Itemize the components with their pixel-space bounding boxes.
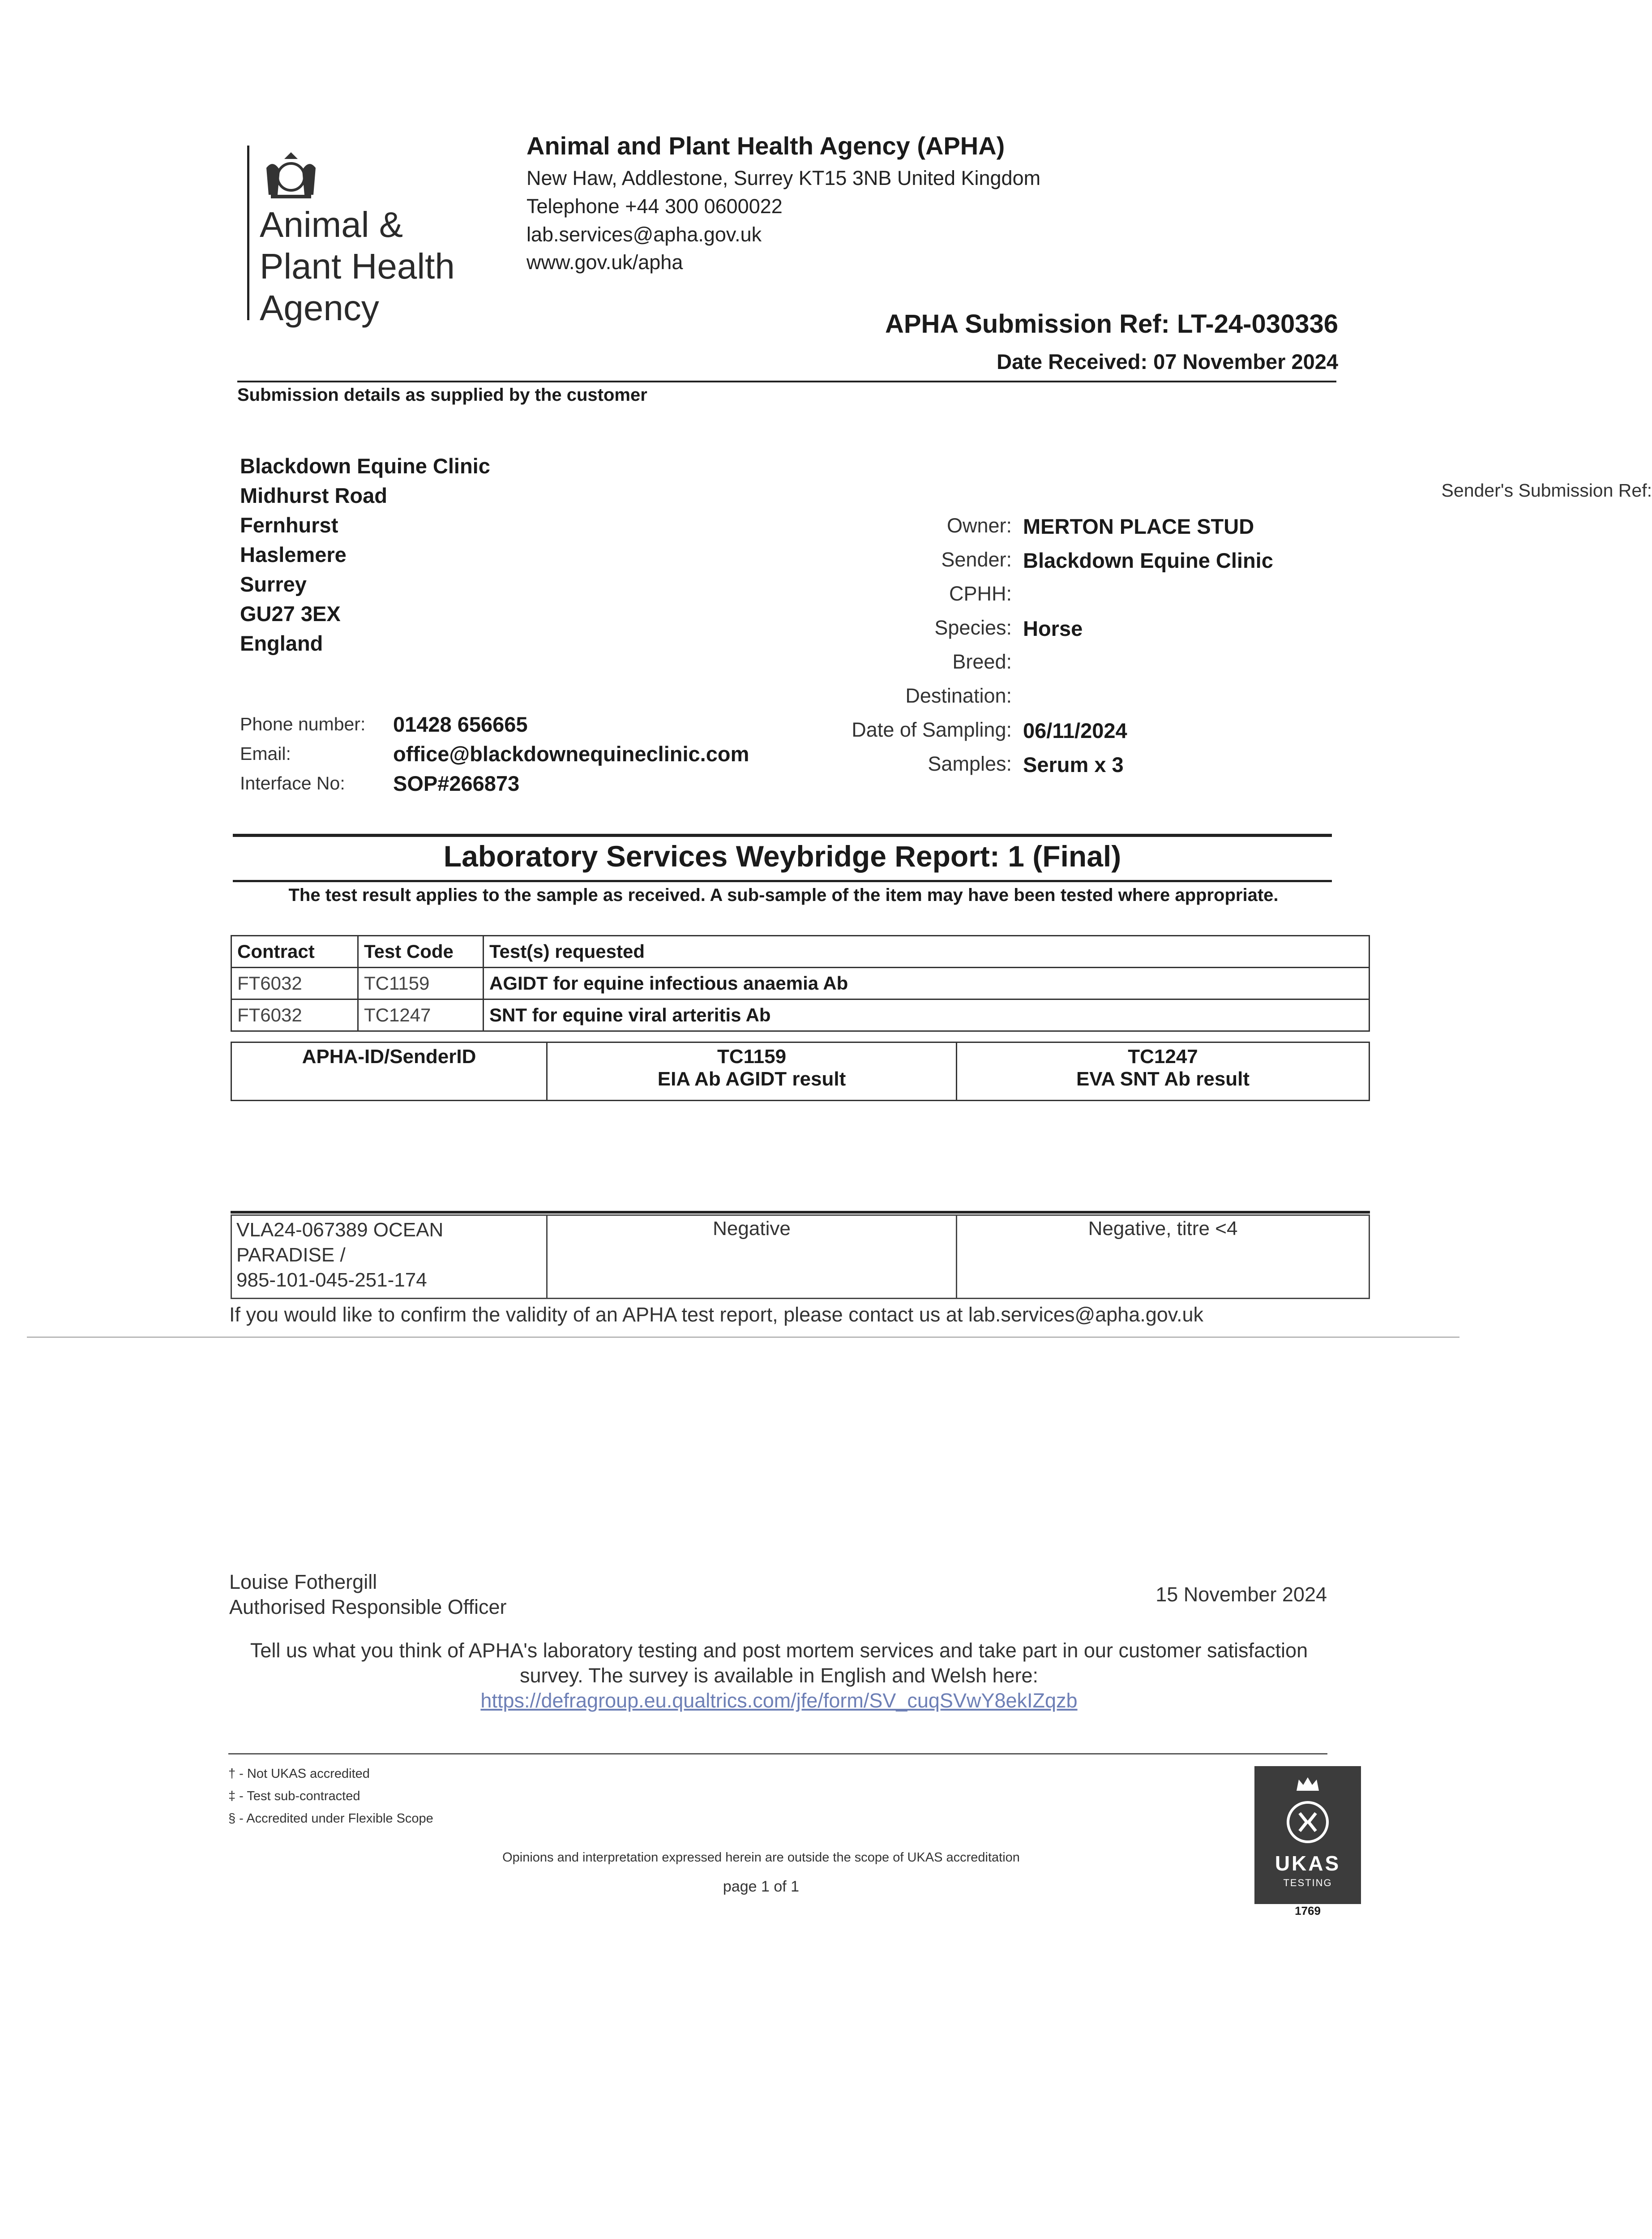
signature-block <box>229 1570 507 1620</box>
agency-telephone: Telephone +44 300 0600022 <box>526 195 783 218</box>
address-line: Surrey <box>240 572 307 596</box>
samples-value: Serum x 3 <box>1023 753 1124 776</box>
survey-text: Tell us what you think of APHA's laboratory testing and post mortem services and take part in our customer satisfaction survey. The survey is available in English and Welsh here: <box>250 1639 1308 1687</box>
address-line: Blackdown Equine Clinic <box>240 454 490 478</box>
crown-icon <box>1294 1775 1321 1793</box>
sender-label: Sender: <box>941 548 1012 571</box>
signatory-role: Authorised Responsible Officer <box>229 1596 507 1618</box>
ukas-logo <box>1254 1766 1361 1904</box>
footnote-flexible-scope: § - Accredited under Flexible Scope <box>228 1811 433 1826</box>
survey-link[interactable]: https://defragroup.eu.qualtrics.com/jfe/form/SV_cuqSVwY8ekIZqzb <box>480 1689 1078 1712</box>
report-note: The test result applies to the sample as received. A sub-sample of the item may have been tested where appropriate. <box>288 885 1279 905</box>
footer-rule <box>228 1753 1327 1754</box>
report-title: Laboratory Services Weybridge Report: 1 (Final) <box>443 840 1121 873</box>
tc1247-header: TC1247 EVA SNT Ab result <box>957 1042 1370 1101</box>
submission-ref: APHA Submission Ref: LT-24-030336 <box>885 309 1338 339</box>
report-rule-top <box>233 834 1332 837</box>
contract-cell: FT6032 <box>231 968 358 999</box>
test-code-cell: TC1159 <box>358 968 484 999</box>
date-received: Date Received: 07 November 2024 <box>997 350 1338 373</box>
table-row <box>231 999 1370 1031</box>
owner-value: MERTON PLACE STUD <box>1023 515 1254 538</box>
interface-value: SOP#266873 <box>393 772 520 795</box>
eia-result-cell: Negative <box>547 1215 957 1299</box>
tc1159-header: TC1159 EIA Ab AGIDT result <box>547 1042 957 1101</box>
test-name-cell: AGIDT for equine infectious anaemia Ab <box>484 968 1370 999</box>
survey-block <box>233 1638 1325 1713</box>
contract-header: Contract <box>231 936 358 968</box>
footnote-subcontracted: ‡ - Test sub-contracted <box>228 1789 360 1803</box>
customer-address <box>240 451 490 658</box>
sender-value: Blackdown Equine Clinic <box>1023 549 1273 572</box>
royal-crest-icon <box>257 150 325 202</box>
cphh-label: CPHH: <box>949 582 1012 605</box>
agency-name: Animal and Plant Health Agency (APHA) <box>526 132 1005 160</box>
agency-website[interactable]: www.gov.uk/apha <box>526 251 683 274</box>
table-row <box>231 1215 1370 1299</box>
header-rule <box>237 381 1336 382</box>
address-line: Midhurst Road <box>240 484 387 507</box>
tests-header-row <box>231 936 1370 968</box>
confirm-validity-text: If you would like to confirm the validity of an APHA test report, please contact us at lab.services@apha.gov.uk <box>229 1303 1203 1326</box>
samples-label: Samples: <box>928 752 1012 775</box>
submission-section-title: Submission details as supplied by the customer <box>237 385 647 405</box>
table-row <box>231 968 1370 999</box>
logo-divider <box>247 146 249 320</box>
ukas-number: 1769 <box>1295 1904 1321 1917</box>
ukas-opinion-note: Opinions and interpretation expressed herein are outside the scope of UKAS accreditation <box>502 1850 1020 1865</box>
destination-label: Destination: <box>905 684 1012 707</box>
results-header-table <box>231 1042 1370 1101</box>
sampling-date-label: Date of Sampling: <box>852 718 1012 741</box>
apha-id-header: APHA-ID/SenderID <box>231 1042 547 1101</box>
results-rule <box>231 1211 1370 1214</box>
test-name-cell: SNT for equine viral arteritis Ab <box>484 999 1370 1031</box>
signatory-name: Louise Fothergill <box>229 1570 377 1593</box>
breed-label: Breed: <box>952 650 1012 673</box>
senders-ref-row: Sender's Submission Ref: <box>1441 480 1652 501</box>
address-line: Fernhurst <box>240 513 338 537</box>
species-value: Horse <box>1023 617 1083 640</box>
test-code-cell: TC1247 <box>358 999 484 1031</box>
report-rule-bottom <box>233 880 1332 882</box>
address-line: England <box>240 631 323 655</box>
phone-label: Phone number: <box>240 714 366 734</box>
email-value[interactable]: office@blackdownequineclinic.com <box>393 742 749 766</box>
email-label: Email: <box>240 743 291 764</box>
agency-email[interactable]: lab.services@apha.gov.uk <box>526 223 762 246</box>
tests-table <box>231 935 1370 1032</box>
test-code-header: Test Code <box>358 936 484 968</box>
footnote-not-ukas: † - Not UKAS accredited <box>228 1767 370 1781</box>
eva-result-cell: Negative, titre <4 <box>957 1215 1370 1299</box>
signature-date: 15 November 2024 <box>1156 1583 1327 1606</box>
scan-line <box>27 1337 1459 1338</box>
owner-label: Owner: <box>946 514 1012 537</box>
page-number: page 1 of 1 <box>723 1878 800 1895</box>
tests-requested-header: Test(s) requested <box>484 936 1370 968</box>
phone-value: 01428 656665 <box>393 712 528 736</box>
agency-logo-text: Animal & Plant Health Agency <box>260 205 455 328</box>
sample-id-cell: VLA24-067389 OCEAN PARADISE / 985-101-045-251-174 <box>231 1215 547 1299</box>
agency-address: New Haw, Addlestone, Surrey KT15 3NB United Kingdom <box>526 167 1041 189</box>
address-line: Haslemere <box>240 543 347 566</box>
contract-cell: FT6032 <box>231 999 358 1031</box>
results-table <box>231 1214 1370 1299</box>
species-label: Species: <box>934 616 1012 639</box>
interface-label: Interface No: <box>240 773 345 794</box>
address-line: GU27 3EX <box>240 602 341 626</box>
ukas-tick-icon <box>1285 1800 1330 1844</box>
sampling-date-value: 06/11/2024 <box>1023 719 1127 742</box>
ukas-name: UKAS <box>1275 1852 1341 1875</box>
ukas-sub: TESTING <box>1283 1877 1332 1888</box>
